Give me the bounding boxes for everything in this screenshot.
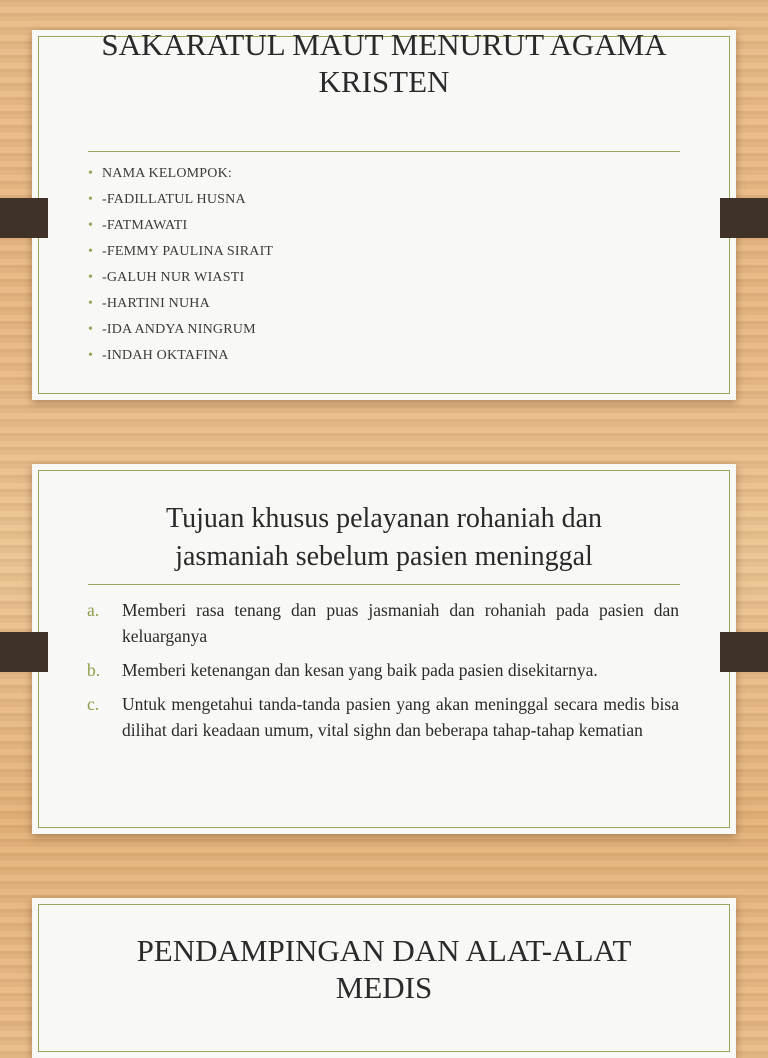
slide-1 bbox=[32, 27, 736, 400]
slide-2-title-line-1: Tujuan khusus pelayanan rohaniah dan bbox=[166, 503, 602, 534]
bullet-icon: • bbox=[88, 244, 94, 259]
list-marker: c. bbox=[87, 694, 100, 714]
slide-2 bbox=[32, 464, 736, 834]
left-tab-1 bbox=[0, 198, 48, 238]
list-item: a. Memberi rasa tenang dan puas jasmaniah dan rohaniah pada pasien dan keluarganya bbox=[87, 597, 679, 649]
bullet-icon: • bbox=[88, 296, 94, 311]
list-item: • -GALUH NUR WIASTI bbox=[88, 265, 273, 291]
bullet-icon: • bbox=[88, 166, 94, 181]
list-item: • -HARTINI NUHA bbox=[88, 291, 273, 317]
bullet-icon: • bbox=[88, 192, 94, 207]
slide-1-title bbox=[32, 26, 736, 100]
bullet-icon: • bbox=[88, 322, 94, 337]
left-tab-2 bbox=[0, 632, 48, 672]
right-tab-2 bbox=[720, 632, 768, 672]
slide-3-title bbox=[32, 932, 736, 1006]
bullet-icon: • bbox=[88, 270, 94, 285]
slide-3-title-line-1: PENDAMPINGAN DAN ALAT-ALAT bbox=[136, 933, 632, 968]
right-tab-1 bbox=[720, 198, 768, 238]
objective-list bbox=[87, 597, 679, 743]
list-marker: a. bbox=[87, 600, 100, 620]
slide-2-title bbox=[32, 500, 736, 576]
list-item: • -FEMMY PAULINA SIRAIT bbox=[88, 239, 273, 265]
list-item: • -IDA ANDYA NINGRUM bbox=[88, 317, 273, 343]
slide-3 bbox=[32, 898, 736, 1058]
list-marker: b. bbox=[87, 660, 101, 680]
bullet-icon: • bbox=[88, 218, 94, 233]
member-list bbox=[88, 161, 273, 369]
slide-3-title-line-2: MEDIS bbox=[335, 970, 433, 1006]
title-divider bbox=[88, 584, 680, 585]
list-item: • -INDAH OKTAFINA bbox=[88, 343, 273, 369]
title-divider bbox=[88, 151, 680, 152]
slide-1-title-line-1: SAKARATUL MAUT MENURUT AGAMA bbox=[101, 27, 667, 62]
list-item: • -FATMAWATI bbox=[88, 213, 273, 239]
slide-1-title-line-2: KRISTEN bbox=[318, 64, 450, 100]
list-item: b. Memberi ketenangan dan kesan yang baik pada pasien disekitarnya. bbox=[87, 657, 679, 683]
bullet-icon: • bbox=[88, 348, 94, 363]
slide-2-title-line-2: jasmaniah sebelum pasien meninggal bbox=[175, 541, 593, 572]
list-item: • NAMA KELOMPOK: bbox=[88, 161, 273, 187]
list-item: c. Untuk mengetahui tanda-tanda pasien yang akan meninggal secara medis bisa dilihat dari keadaan umum, vital sighn dan beberapa tahap-tahap kematian bbox=[87, 691, 679, 743]
list-item: • -FADILLATUL HUSNA bbox=[88, 187, 273, 213]
